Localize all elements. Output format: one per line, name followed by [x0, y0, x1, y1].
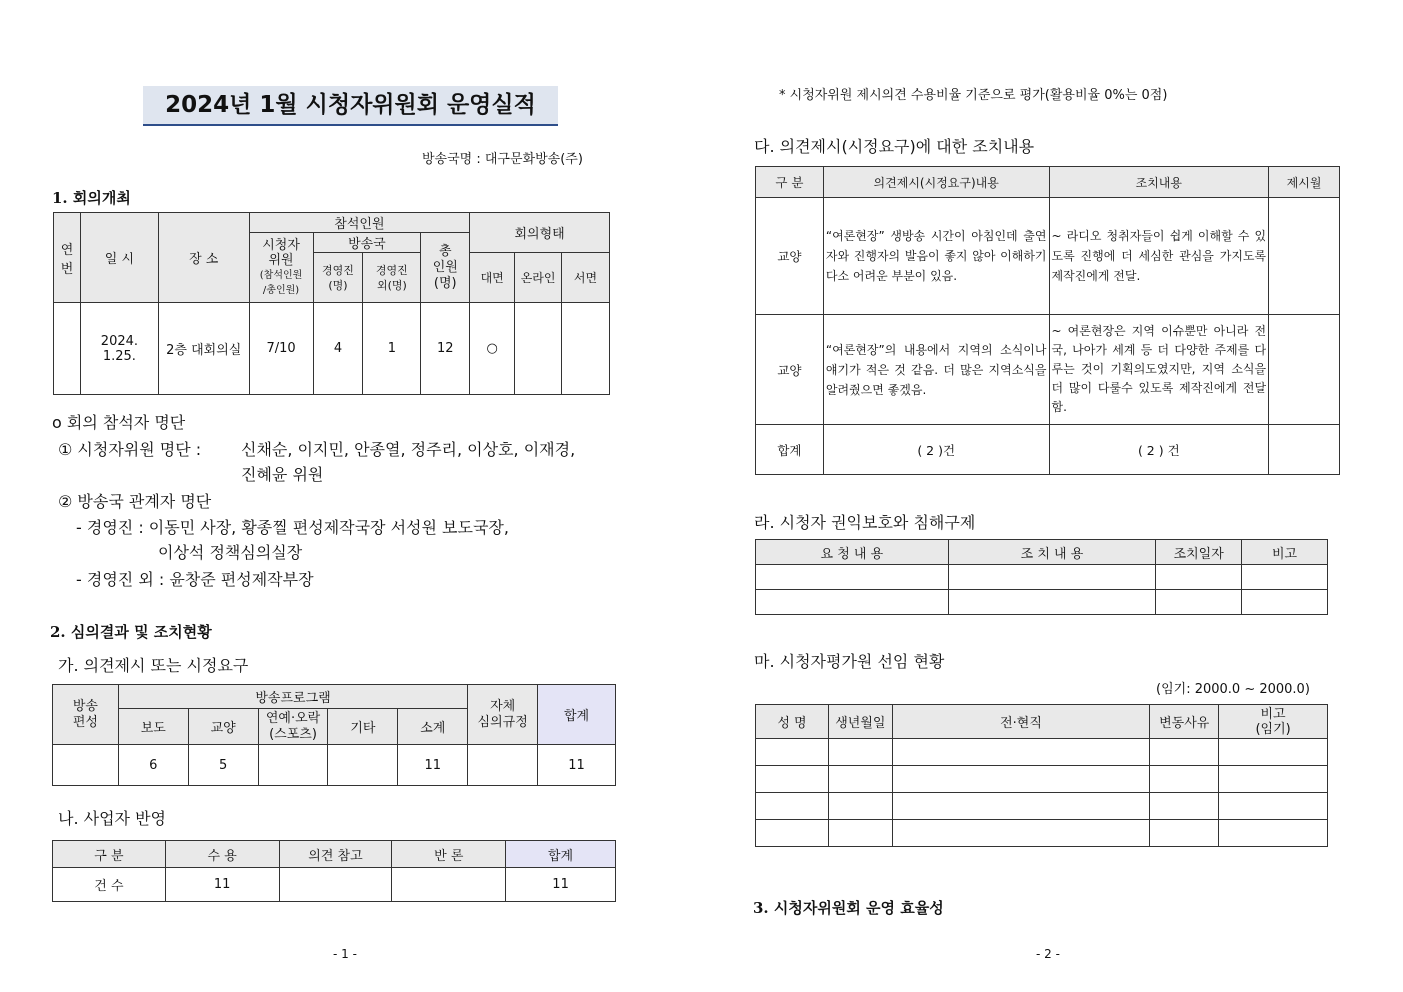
header-total-l1: 총 — [438, 243, 452, 259]
header-viewer-l4: /총인원) — [262, 284, 300, 296]
header-div: 구 분 — [53, 841, 166, 868]
eval-cell — [756, 820, 829, 847]
cell-review-total: 11 — [538, 745, 616, 786]
header-schedule — [53, 685, 119, 745]
header-form: 회의형태 — [470, 213, 610, 253]
action-row-2-presenter — [1269, 315, 1340, 425]
rights-cell — [756, 590, 949, 615]
eval-cell — [1150, 766, 1219, 793]
eval-cell — [828, 820, 892, 847]
rights-cell — [1156, 565, 1242, 590]
rights-cell — [948, 590, 1156, 615]
cell-viewer: 7/10 — [249, 303, 313, 395]
header-ent — [258, 709, 328, 745]
cell-date — [80, 303, 158, 395]
eval-cell — [1219, 820, 1328, 847]
cell-written — [562, 303, 610, 395]
eval-cell — [1219, 766, 1328, 793]
meeting-table — [53, 212, 610, 395]
header-subtotal: 소계 — [398, 709, 468, 745]
rights-cell — [756, 565, 949, 590]
header-viewer-l3: (참석인원 — [259, 269, 303, 281]
cell-news: 6 — [118, 745, 188, 786]
header-review-total: 합계 — [538, 685, 616, 745]
header-schedule-l2: 편성 — [72, 714, 98, 730]
rights-cell — [1242, 590, 1328, 615]
action-row-1-div: 교양 — [756, 198, 824, 315]
cell-date-l2: 1.25. — [102, 348, 136, 364]
action-sum-label: 합계 — [756, 425, 824, 475]
header-viewer — [249, 233, 313, 303]
header-news: 보도 — [118, 709, 188, 745]
section-2-title: 2. 심의결과 및 조치현황 — [50, 623, 212, 641]
header-ref: 의견 참고 — [279, 841, 392, 868]
eval-cell — [828, 793, 892, 820]
cell-date-l1: 2024. — [100, 333, 139, 349]
sub-na-title: 나. 사업자 반영 — [58, 809, 166, 828]
header-no: 연번 — [54, 213, 81, 303]
header-exec-l1: 경영진 — [322, 263, 354, 277]
header-rights-note: 비고 — [1242, 540, 1328, 565]
cell-nonexec: 1 — [363, 303, 421, 395]
cell-ent — [258, 745, 328, 786]
header-exec — [313, 253, 363, 303]
cell-etc — [328, 745, 398, 786]
reflect-table — [52, 840, 616, 902]
header-exec-l2: (명) — [328, 278, 348, 292]
section-3-title: 3. 시청자위원회 운영 효율성 — [753, 899, 944, 917]
header-station: 방송국 — [313, 233, 421, 253]
header-ent-l2: (스포츠) — [269, 726, 317, 742]
header-action-content: 의견제시(시정요구)내용 — [823, 167, 1049, 198]
attendees-item1-names2: 진혜윤 위원 — [241, 465, 324, 484]
eval-cell — [892, 739, 1149, 766]
sub-ra-title: 라. 시청자 권익보호와 침해구제 — [754, 513, 976, 532]
header-viewer-l2: 위원 — [268, 252, 294, 268]
header-reason: 변동사유 — [1150, 705, 1219, 739]
header-viewer-l1: 시청자 — [262, 237, 300, 253]
header-etc: 기타 — [328, 709, 398, 745]
header-face: 대면 — [470, 253, 515, 303]
cell-total: 12 — [421, 303, 470, 395]
evaluator-table — [755, 704, 1328, 847]
rights-cell — [1242, 565, 1328, 590]
cell-reflect-total: 11 — [506, 868, 616, 902]
station-name: 방송국명 : 대구문화방송(주) — [422, 152, 583, 167]
eval-cell — [892, 766, 1149, 793]
action-row-2-action: ~ 여론현장은 지역 이슈뿐만 아니라 전국, 나아가 세계 등 더 다양한 주제를 다루는 것이 기획의도였지만, 지역 소식을 더 많이 다룰수 있도록 제작진에게 전달함. — [1049, 315, 1269, 425]
header-eval-note — [1219, 705, 1328, 739]
header-program: 방송프로그램 — [118, 685, 467, 709]
header-total-l2: 인원 — [432, 259, 458, 275]
cell-exec: 4 — [313, 303, 363, 395]
eval-cell — [828, 766, 892, 793]
eval-cell — [756, 766, 829, 793]
review-table — [52, 684, 616, 786]
cell-rebut — [392, 868, 506, 902]
eval-cell — [1219, 739, 1328, 766]
eval-cell — [756, 739, 829, 766]
header-action-div: 구 분 — [756, 167, 824, 198]
page-number-2: - 2 - — [1036, 947, 1060, 961]
header-rights-action: 조 치 내 용 — [948, 540, 1156, 565]
attendees-heading: o 회의 참석자 명단 — [52, 413, 186, 432]
header-eval-note-l2: (임기) — [1255, 721, 1291, 737]
header-job: 전·현직 — [892, 705, 1149, 739]
action-row-2-div: 교양 — [756, 315, 824, 425]
header-online: 온라인 — [515, 253, 562, 303]
eval-cell — [1219, 793, 1328, 820]
header-self — [468, 685, 538, 745]
header-action-presenter: 제시월 — [1269, 167, 1340, 198]
header-ent-l1: 연예·오락 — [265, 710, 321, 726]
header-request: 요 청 내 용 — [756, 540, 949, 565]
section-1-title: 1. 회의개최 — [52, 189, 131, 207]
header-place: 장 소 — [158, 213, 249, 303]
action-table — [755, 166, 1340, 475]
header-nonexec — [363, 253, 421, 303]
action-row-1-action: ~ 라디오 청취자들이 쉽게 이해할 수 있도록 진행에 더 세심한 관심을 가지도록 제작진에게 전달. — [1049, 198, 1269, 315]
eval-cell — [1150, 793, 1219, 820]
rights-cell — [948, 565, 1156, 590]
header-eval-note-l1: 비고 — [1260, 706, 1286, 722]
header-rebut: 반 론 — [392, 841, 506, 868]
attendees-nonexec-line: - 경영진 외 : 윤창준 편성제작부장 — [76, 570, 314, 589]
header-total-l3: (명) — [433, 275, 457, 291]
attendees-exec-line2: 이상석 정책심의실장 — [158, 543, 303, 562]
rating-note: * 시청자위원 제시의견 수용비율 기준으로 평가(활용비율 0%는 0점) — [779, 88, 1168, 103]
eval-cell — [756, 793, 829, 820]
attendees-item1-names1: 신채순, 이지민, 안종열, 정주리, 이상호, 이재경, — [241, 440, 576, 459]
action-sum-action: ( 2 ) 건 — [1049, 425, 1269, 475]
cell-online — [515, 303, 562, 395]
attendees-exec-line1: - 경영진 : 이동민 사장, 황종찔 편성제작국장 서성원 보도국장, — [76, 518, 509, 537]
cell-face: ○ — [470, 303, 515, 395]
header-written: 서면 — [562, 253, 610, 303]
header-attend: 참석인원 — [249, 213, 470, 233]
sub-da-title: 다. 의견제시(시정요구)에 대한 조치내용 — [754, 137, 1035, 156]
eval-cell — [892, 820, 1149, 847]
eval-cell — [892, 793, 1149, 820]
cell-culture: 5 — [188, 745, 258, 786]
cell-ref — [279, 868, 392, 902]
cell-row-label: 건 수 — [53, 868, 166, 902]
page-number-1: - 1 - — [333, 947, 357, 961]
rights-table — [755, 539, 1328, 615]
action-row-1-content: “여론현장” 생방송 시간이 아침인데 출연자와 진행자의 발음이 좋지 않아 이해하기 다소 어려운 부분이 있음. — [823, 198, 1049, 315]
action-sum-presenter — [1269, 425, 1340, 475]
header-accept: 수 용 — [165, 841, 279, 868]
attendees-item2-label: ② 방송국 관계자 명단 — [58, 492, 212, 511]
action-sum-content: ( 2 )건 — [823, 425, 1049, 475]
cell-self — [468, 745, 538, 786]
header-birth: 생년월일 — [828, 705, 892, 739]
header-self-l2: 심의규정 — [477, 714, 528, 730]
header-rights-date: 조치일자 — [1156, 540, 1242, 565]
header-name: 성 명 — [756, 705, 829, 739]
action-row-2-content: “여론현장”의 내용에서 지역의 소식이나 얘기가 적은 것 같음. 더 많은 지역소식을 알려줬으면 좋겠음. — [823, 315, 1049, 425]
rights-cell — [1156, 590, 1242, 615]
eval-cell — [1150, 820, 1219, 847]
header-nonexec-l1: 경영진 — [375, 263, 408, 277]
header-total — [421, 233, 470, 303]
eval-cell — [1150, 739, 1219, 766]
page-title: 2024년 1월 시청자위원회 운영실적 — [143, 86, 558, 126]
header-nonexec-l2: 외(명) — [376, 278, 407, 292]
header-reflect-total: 합계 — [506, 841, 616, 868]
cell-schedule — [53, 745, 119, 786]
header-culture: 교양 — [188, 709, 258, 745]
sub-ga-title: 가. 의견제시 또는 시정요구 — [58, 656, 249, 675]
cell-place: 2층 대회의실 — [158, 303, 249, 395]
sub-ma-title: 마. 시청자평가원 선임 현황 — [754, 652, 945, 671]
term-label: (임기: 2000.0 ~ 2000.0) — [1156, 682, 1310, 697]
cell-accept: 11 — [165, 868, 279, 902]
header-schedule-l1: 방송 — [72, 698, 98, 714]
header-self-l1: 자체 — [490, 698, 516, 714]
attendees-item1-label: ① 시청자위원 명단 : — [58, 440, 202, 459]
header-date: 일 시 — [80, 213, 158, 303]
cell-subtotal: 11 — [398, 745, 468, 786]
eval-cell — [828, 739, 892, 766]
cell-no — [54, 303, 81, 395]
header-action-action: 조치내용 — [1049, 167, 1269, 198]
action-row-1-presenter — [1269, 198, 1340, 315]
